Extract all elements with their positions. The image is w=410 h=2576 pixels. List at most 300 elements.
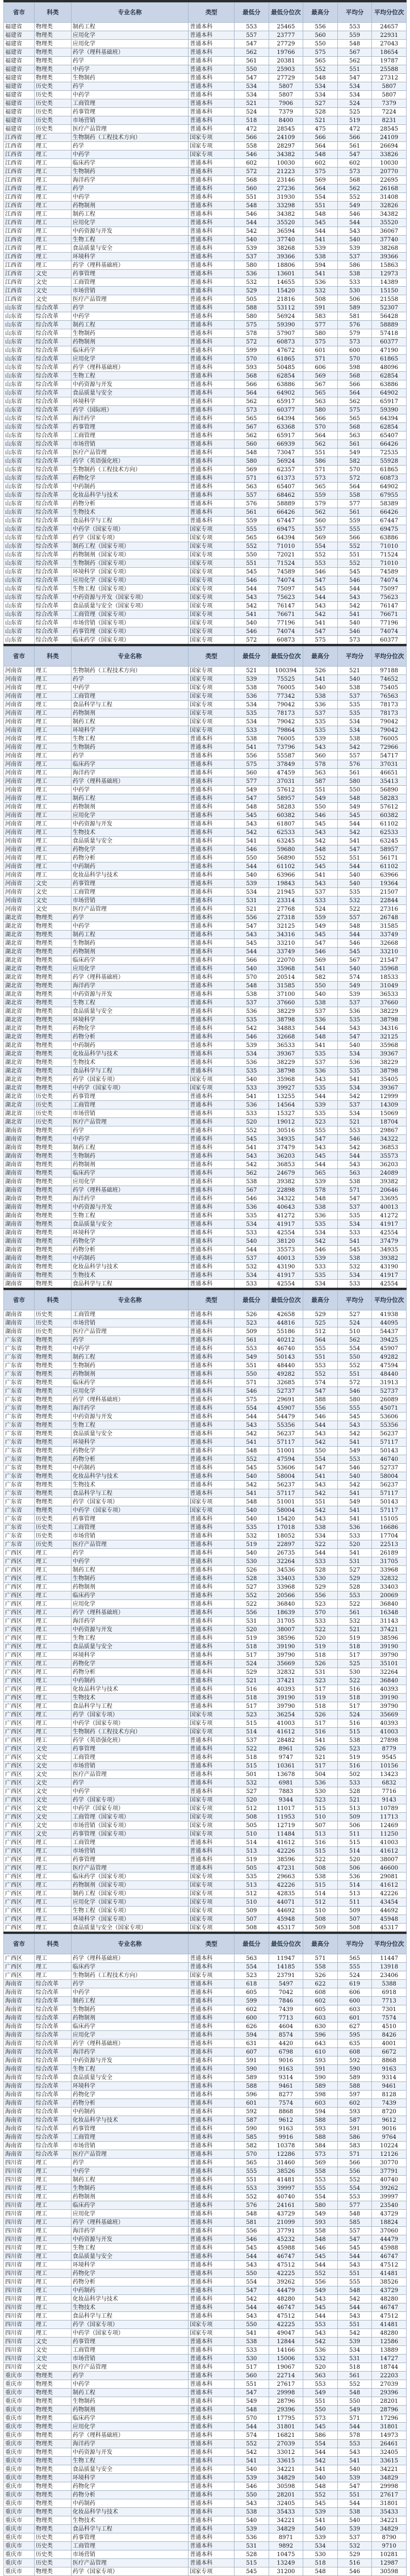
cell-program-type: 普通本科 xyxy=(189,1464,235,1472)
cell-province: 湖北省 xyxy=(4,973,35,982)
table-row xyxy=(4,2363,407,2372)
cell-major-name: 药物化学 xyxy=(71,1024,188,1033)
cell-max-score: 541 xyxy=(303,965,338,973)
cell-avg-rank: 21558 xyxy=(372,295,407,304)
cell-province: 重庆市 xyxy=(4,2491,35,2499)
cell-province: 山东省 xyxy=(4,585,35,593)
cell-max-score: 596 xyxy=(303,2031,338,2039)
cell-avg-rank: 8426 xyxy=(372,2031,407,2039)
cell-subject-type: 物理类 xyxy=(34,1220,71,1229)
cell-major-name: 工商管理 xyxy=(71,1310,188,1319)
cell-min-rank: 75623 xyxy=(269,593,303,602)
table-row xyxy=(4,2516,407,2525)
cell-min-rank: 64394 xyxy=(269,534,303,542)
cell-program-type: 国家专项 xyxy=(189,1924,235,1932)
cell-avg-rank: 64394 xyxy=(372,414,407,423)
cell-max-score: 544 xyxy=(303,593,338,602)
cell-program-type: 普通本科 xyxy=(189,193,235,202)
cell-province: 江西省 xyxy=(4,278,35,287)
cell-subject-type: 历史类 xyxy=(34,1109,71,1118)
cell-avg-rank: 20069 xyxy=(372,1591,407,1600)
cell-province: 湖北省 xyxy=(4,922,35,931)
cell-province: 海南省 xyxy=(4,2031,35,2039)
cell-major-name: 应用化学 xyxy=(71,2031,188,2039)
cell-max-score: 587 xyxy=(303,777,338,786)
cell-major-name: 市场营销 xyxy=(71,116,188,125)
cell-avg-score: 547 xyxy=(337,2235,372,2244)
cell-major-name: 药事管理 xyxy=(71,1855,188,1864)
cell-program-type: 普通本科 xyxy=(189,2252,235,2261)
cell-max-score: 513 xyxy=(303,1830,338,1838)
cell-province: 四川省 xyxy=(4,2252,35,2261)
cell-avg-rank: 26168 xyxy=(372,185,407,193)
cell-min-rank: 75097 xyxy=(269,585,303,593)
cell-avg-rank: 50143 xyxy=(372,1447,407,1455)
cell-min-rank: 76147 xyxy=(269,602,303,610)
cell-province: 山东省 xyxy=(4,389,35,397)
admission-score-table xyxy=(3,2,407,644)
table-row xyxy=(4,2448,407,2457)
cell-avg-rank: 18824 xyxy=(372,2218,407,2227)
cell-max-score: 530 xyxy=(303,1787,338,1796)
cell-program-type: 普通本科 xyxy=(189,2286,235,2295)
table-row xyxy=(4,2261,407,2269)
cell-subject-type: 物理类 xyxy=(34,1455,71,1464)
cell-avg-score: 541 xyxy=(337,1237,372,1246)
cell-avg-score: 534 xyxy=(337,82,372,91)
cell-max-score: 566 xyxy=(303,414,338,423)
cell-major-name: 药事管理 xyxy=(71,2533,188,2542)
cell-avg-score: 535 xyxy=(337,888,372,897)
cell-avg-score: 510 xyxy=(337,1327,372,1336)
cell-min-score: 529 xyxy=(235,1668,269,1677)
cell-max-score: 528 xyxy=(303,108,338,116)
cell-max-score: 551 xyxy=(303,786,338,794)
cell-program-type: 普通本科 xyxy=(189,338,235,346)
cell-avg-score: 523 xyxy=(337,1745,372,1753)
cell-min-rank: 31460 xyxy=(269,2159,303,2167)
cell-min-score: 517 xyxy=(235,1651,269,1660)
cell-major-name: 医疗产品管理 xyxy=(71,125,188,133)
cell-program-type: 国家专项 xyxy=(189,1915,235,1924)
cell-subject-type: 物理类 xyxy=(34,1144,71,1152)
cell-min-score: 541 xyxy=(235,610,269,619)
cell-min-score: 539 xyxy=(235,879,269,888)
cell-avg-rank: 71010 xyxy=(372,542,407,551)
cell-avg-rank: 8779 xyxy=(372,1745,407,1753)
cell-avg-rank: 41481 xyxy=(372,2269,407,2278)
cell-max-score: 562 xyxy=(303,440,338,449)
table-row xyxy=(4,585,407,593)
table-row xyxy=(4,2346,407,2355)
table-row xyxy=(4,2150,407,2159)
cell-avg-score: 547 xyxy=(337,1033,372,1041)
cell-program-type: 国家专项 xyxy=(189,1830,235,1838)
cell-subject-type: 理工 xyxy=(34,1609,71,1617)
cell-major-name: 生物工程 xyxy=(71,999,188,1007)
cell-max-score: 560 xyxy=(303,31,338,40)
cell-program-type: 普通本科 xyxy=(189,939,235,948)
cell-avg-score: 549 xyxy=(337,1447,372,1455)
cell-program-type: 普通本科 xyxy=(189,1549,235,1557)
cell-province: 河南省 xyxy=(4,777,35,786)
cell-min-score: 552 xyxy=(235,2440,269,2448)
cell-avg-score: 561 xyxy=(337,769,372,777)
table-row xyxy=(4,1220,407,1229)
cell-avg-score: 534 xyxy=(337,1271,372,1280)
cell-min-score: 544 xyxy=(235,948,269,956)
cell-min-rank: 32832 xyxy=(269,1668,303,1677)
cell-subject-type: 历史类 xyxy=(34,1523,71,1532)
cell-max-score: 565 xyxy=(303,389,338,397)
cell-min-score: 602 xyxy=(235,159,269,167)
cell-avg-rank: 11447 xyxy=(372,1954,407,1963)
cell-major-name: 工商管理（国家专项） xyxy=(71,1813,188,1821)
cell-min-rank: 61865 xyxy=(269,355,303,363)
cell-avg-score: 557 xyxy=(337,752,372,760)
table-row xyxy=(4,1988,407,1997)
cell-min-score: 540 xyxy=(235,1506,269,1515)
cell-avg-score: 544 xyxy=(337,2252,372,2261)
cell-avg-rank: 37479 xyxy=(372,1237,407,1246)
cell-min-score: 594 xyxy=(235,2031,269,2039)
table-row xyxy=(4,2440,407,2448)
cell-max-score: 548 xyxy=(303,1195,338,1203)
cell-avg-score: 563 xyxy=(337,432,372,440)
cell-max-score: 566 xyxy=(303,133,338,142)
cell-major-name: 生物制药 xyxy=(71,74,188,82)
table-row xyxy=(4,2491,407,2499)
table-row xyxy=(4,338,407,346)
table-row xyxy=(4,1084,407,1092)
cell-min-score: 590 xyxy=(235,2125,269,2133)
cell-min-score: 551 xyxy=(235,2176,269,2184)
cell-province: 湖北省 xyxy=(4,1075,35,1084)
cell-program-type: 普通本科 xyxy=(189,2091,235,2099)
table-row xyxy=(4,31,407,40)
table-row xyxy=(4,534,407,542)
cell-program-type: 普通本科 xyxy=(189,914,235,922)
cell-subject-type: 物理类 xyxy=(34,1379,71,1387)
cell-province: 河南省 xyxy=(4,769,35,777)
cell-avg-rank: 42554 xyxy=(372,1229,407,1237)
cell-program-type: 普通本科 xyxy=(189,312,235,321)
cell-max-score: 533 xyxy=(303,897,338,905)
cell-min-rank: 34829 xyxy=(269,2474,303,2482)
cell-avg-rank: 14727 xyxy=(372,2355,407,2363)
cell-program-type: 普通本科 xyxy=(189,1379,235,1387)
cell-subject-type: 历史类 xyxy=(34,2559,71,2567)
cell-avg-rank: 35413 xyxy=(372,777,407,786)
cell-min-rank: 22897 xyxy=(269,1540,303,1549)
cell-min-rank: 58889 xyxy=(269,500,303,508)
cell-max-score: 545 xyxy=(303,931,338,939)
cell-min-rank: 46740 xyxy=(269,1344,303,1353)
cell-avg-score: 522 xyxy=(337,1600,372,1609)
cell-min-rank: 74074 xyxy=(269,576,303,585)
cell-max-score: 556 xyxy=(303,2278,338,2286)
cell-max-score: 610 xyxy=(303,2048,338,2056)
cell-max-score: 554 xyxy=(303,2193,338,2201)
cell-major-name: 化妆品科学与技术 xyxy=(71,2295,188,2303)
cell-max-score: 643 xyxy=(303,2039,338,2048)
cell-subject-type: 文史 xyxy=(34,1779,71,1787)
cell-max-score: 536 xyxy=(303,701,338,709)
cell-min-rank: 34829 xyxy=(269,2525,303,2533)
cell-major-name: 生物制药（工程技术方向） xyxy=(71,1971,188,1980)
table-row xyxy=(4,2423,407,2431)
cell-avg-rank: 27039 xyxy=(372,2380,407,2389)
cell-province: 福建省 xyxy=(4,108,35,116)
table-row xyxy=(4,295,407,304)
cell-major-name: 药学 xyxy=(71,914,188,922)
cell-major-name: 中药学 xyxy=(71,1557,188,1566)
table-row xyxy=(4,1855,407,1864)
cell-max-score: 560 xyxy=(303,752,338,760)
cell-program-type: 普通本科 xyxy=(189,440,235,449)
cell-major-name: 临床药学 xyxy=(71,956,188,965)
cell-program-type: 普通本科 xyxy=(189,1220,235,1229)
cell-major-name: 市场营销 xyxy=(71,2355,188,2363)
cell-subject-type: 物理类 xyxy=(34,2440,71,2448)
cell-max-score: 538 xyxy=(303,692,338,701)
cell-max-score: 535 xyxy=(303,726,338,735)
table-row xyxy=(4,210,407,219)
cell-subject-type: 综合改革 xyxy=(34,423,71,432)
cell-min-rank: 29998 xyxy=(269,2389,303,2397)
cell-program-type: 国家专项 xyxy=(189,709,235,718)
cell-major-name: 生物技术 xyxy=(71,828,188,837)
cell-min-score: 570 xyxy=(235,973,269,982)
cell-subject-type: 理工 xyxy=(34,1907,71,1915)
cell-max-score: 542 xyxy=(303,2338,338,2346)
cell-program-type: 普通本科 xyxy=(189,2338,235,2346)
cell-min-rank: 18806 xyxy=(269,261,303,270)
cell-avg-score: 561 xyxy=(337,2372,372,2380)
column-header-province: 省市 xyxy=(4,1934,35,1954)
cell-min-score: 553 xyxy=(235,2184,269,2193)
cell-program-type: 普通本科 xyxy=(189,982,235,990)
cell-major-name: 应用化学（国家专项） xyxy=(71,1898,188,1907)
cell-min-rank: 29691 xyxy=(269,1396,303,1404)
cell-subject-type: 理工 xyxy=(34,1924,71,1932)
cell-avg-score: 537 xyxy=(337,2533,372,2542)
table-row xyxy=(4,1092,407,1101)
cell-max-score: 517 xyxy=(303,1685,338,1694)
cell-province: 广西区 xyxy=(4,1702,35,1711)
cell-avg-score: 543 xyxy=(337,1024,372,1033)
cell-avg-rank: 9545 xyxy=(372,1753,407,1762)
cell-avg-score: 546 xyxy=(337,1387,372,1396)
cell-avg-rank: 37421 xyxy=(372,1626,407,1634)
cell-min-score: 543 xyxy=(235,931,269,939)
table-row xyxy=(4,2295,407,2303)
cell-min-score: 536 xyxy=(235,1058,269,1067)
cell-province: 广西区 xyxy=(4,1971,35,1980)
cell-subject-type: 综合改革 xyxy=(34,542,71,551)
cell-max-score: 541 xyxy=(303,675,338,684)
cell-avg-rank: 37031 xyxy=(372,760,407,769)
cell-avg-rank: 39190 xyxy=(372,1694,407,1702)
cell-avg-score: 520 xyxy=(337,1540,372,1549)
cell-avg-score: 532 xyxy=(337,1617,372,1626)
cell-avg-score: 573 xyxy=(337,636,372,644)
cell-min-rank: 33210 xyxy=(269,939,303,948)
cell-program-type: 普通本科 xyxy=(189,295,235,304)
cell-avg-score: 531 xyxy=(337,1557,372,1566)
cell-program-type: 普通本科 xyxy=(189,2074,235,2082)
cell-min-rank: 79042 xyxy=(269,701,303,709)
cell-min-rank: 10030 xyxy=(269,159,303,167)
cell-province: 重庆市 xyxy=(4,2448,35,2457)
cell-max-score: 549 xyxy=(303,2286,338,2295)
cell-min-rank: 9916 xyxy=(269,2133,303,2142)
cell-avg-rank: 28545 xyxy=(372,125,407,133)
table-row xyxy=(4,389,407,397)
cell-min-rank: 38229 xyxy=(269,1007,303,1016)
cell-min-score: 520 xyxy=(235,1118,269,1126)
table-row xyxy=(4,2014,407,2022)
cell-avg-score: 545 xyxy=(337,948,372,956)
cell-subject-type: 综合改革 xyxy=(34,2031,71,2039)
cell-major-name: 环境科学（国家专项） xyxy=(71,1915,188,1924)
cell-major-name: 药物化学 xyxy=(71,845,188,854)
cell-province: 湖南省 xyxy=(4,1186,35,1195)
cell-avg-score: 536 xyxy=(337,1058,372,1067)
cell-avg-rank: 61102 xyxy=(372,862,407,871)
cell-avg-rank: 15150 xyxy=(372,287,407,295)
cell-program-type: 国家专项 xyxy=(189,576,235,585)
cell-min-rank: 69475 xyxy=(269,525,303,534)
cell-province: 湖南省 xyxy=(4,1327,35,1336)
cell-province: 福建省 xyxy=(4,125,35,133)
cell-max-score: 539 xyxy=(303,735,338,743)
cell-program-type: 普通本科 xyxy=(189,167,235,176)
cell-max-score: 551 xyxy=(303,1498,338,1506)
cell-province: 河南省 xyxy=(4,871,35,879)
cell-program-type: 普通本科 xyxy=(189,1540,235,1549)
cell-max-score: 542 xyxy=(303,1237,338,1246)
cell-min-score: 538 xyxy=(235,1178,269,1186)
cell-max-score: 575 xyxy=(303,338,338,346)
cell-major-name: 药物制剂（国家专项） xyxy=(71,1881,188,1890)
cell-program-type: 国家专项 xyxy=(189,1075,235,1084)
cell-subject-type: 综合改革 xyxy=(34,414,71,423)
cell-major-name: 中药学（国家专项） xyxy=(71,525,188,534)
cell-program-type: 国家专项 xyxy=(189,593,235,602)
cell-province: 海南省 xyxy=(4,2125,35,2133)
cell-major-name: 中药制药 xyxy=(71,1041,188,1050)
cell-program-type: 普通本科 xyxy=(189,355,235,363)
cell-subject-type: 综合改革 xyxy=(34,1980,71,1988)
cell-major-name: 临床药学 xyxy=(71,1169,188,1178)
cell-avg-rank: 16686 xyxy=(372,1523,407,1532)
table-header-row xyxy=(4,1291,407,1310)
cell-min-rank: 41003 xyxy=(269,1719,303,1728)
cell-avg-score: 570 xyxy=(337,466,372,474)
table-row xyxy=(4,1413,407,1421)
cell-province: 山东省 xyxy=(4,576,35,585)
cell-avg-rank: 9461 xyxy=(372,2082,407,2091)
cell-avg-rank: 60377 xyxy=(372,636,407,644)
cell-program-type: 普通本科 xyxy=(189,1626,235,1634)
cell-subject-type: 物理类 xyxy=(34,931,71,939)
cell-avg-score: 516 xyxy=(337,2559,372,2567)
cell-program-type: 普通本科 xyxy=(189,2278,235,2286)
cell-major-name: 食品质量与安全（国家专项） xyxy=(71,1924,188,1932)
cell-major-name: 药物分析 xyxy=(71,854,188,862)
cell-min-rank: 34935 xyxy=(269,1135,303,1144)
cell-min-rank: 58004 xyxy=(269,1506,303,1515)
cell-province: 广西区 xyxy=(4,1745,35,1753)
cell-max-score: 571 xyxy=(303,355,338,363)
table-row xyxy=(4,57,407,65)
cell-program-type: 普通本科 xyxy=(189,1033,235,1041)
cell-program-type: 普通本科 xyxy=(189,1024,235,1033)
cell-avg-rank: 62533 xyxy=(372,828,407,837)
cell-avg-score: 529 xyxy=(337,2550,372,2559)
cell-program-type: 普通本科 xyxy=(189,2108,235,2116)
cell-min-score: 569 xyxy=(235,466,269,474)
cell-avg-score: 546 xyxy=(337,1464,372,1472)
cell-province: 福建省 xyxy=(4,82,35,91)
table-row xyxy=(4,1430,407,1438)
cell-min-score: 521 xyxy=(235,1677,269,1685)
cell-major-name: 食品质量与安全 xyxy=(71,1220,188,1229)
cell-avg-rank: 39425 xyxy=(372,1336,407,1344)
cell-max-score: 518 xyxy=(303,1651,338,1660)
cell-program-type: 普通本科 xyxy=(189,2431,235,2440)
cell-program-type: 普通本科 xyxy=(189,2056,235,2065)
cell-min-rank: 43190 xyxy=(269,1263,303,1271)
cell-avg-rank: 7713 xyxy=(372,1997,407,2005)
cell-province: 广西区 xyxy=(4,1898,35,1907)
cell-min-rank: 36594 xyxy=(269,227,303,236)
cell-min-rank: 34221 xyxy=(269,2465,303,2474)
cell-min-rank: 79864 xyxy=(269,726,303,735)
cell-max-score: 517 xyxy=(303,1719,338,1728)
cell-subject-type: 文史 xyxy=(34,879,71,888)
cell-min-score: 536 xyxy=(235,1007,269,1016)
cell-province: 河南省 xyxy=(4,752,35,760)
cell-subject-type: 综合改革 xyxy=(34,466,71,474)
cell-avg-score: 543 xyxy=(337,1421,372,1430)
cell-avg-score: 546 xyxy=(337,576,372,585)
cell-province: 海南省 xyxy=(4,2065,35,2074)
cell-program-type: 普通本科 xyxy=(189,346,235,355)
cell-major-name: 中药学（国家专项） xyxy=(71,1506,188,1515)
cell-max-score: 556 xyxy=(303,23,338,31)
cell-min-score: 596 xyxy=(235,2091,269,2099)
cell-min-score: 529 xyxy=(235,287,269,295)
cell-min-rank: 33749 xyxy=(269,948,303,956)
cell-subject-type: 理工 xyxy=(34,1890,71,1898)
cell-subject-type: 理工 xyxy=(34,1728,71,1736)
cell-subject-type: 理工 xyxy=(34,2303,71,2312)
cell-avg-score: 549 xyxy=(337,449,372,457)
cell-avg-rank: 38798 xyxy=(372,1067,407,1075)
cell-min-rank: 5497 xyxy=(269,1980,303,1988)
cell-max-score: 553 xyxy=(303,2176,338,2184)
cell-subject-type: 综合改革 xyxy=(34,329,71,338)
cell-major-name: 化妆品科学与技术 xyxy=(71,1472,188,1481)
cell-min-rank: 32125 xyxy=(269,922,303,931)
cell-subject-type: 理工 xyxy=(34,150,71,159)
cell-min-score: 541 xyxy=(235,837,269,845)
cell-min-rank: 34316 xyxy=(269,931,303,939)
cell-min-score: 548 xyxy=(235,1447,269,1455)
cell-max-score: 521 xyxy=(303,1753,338,1762)
